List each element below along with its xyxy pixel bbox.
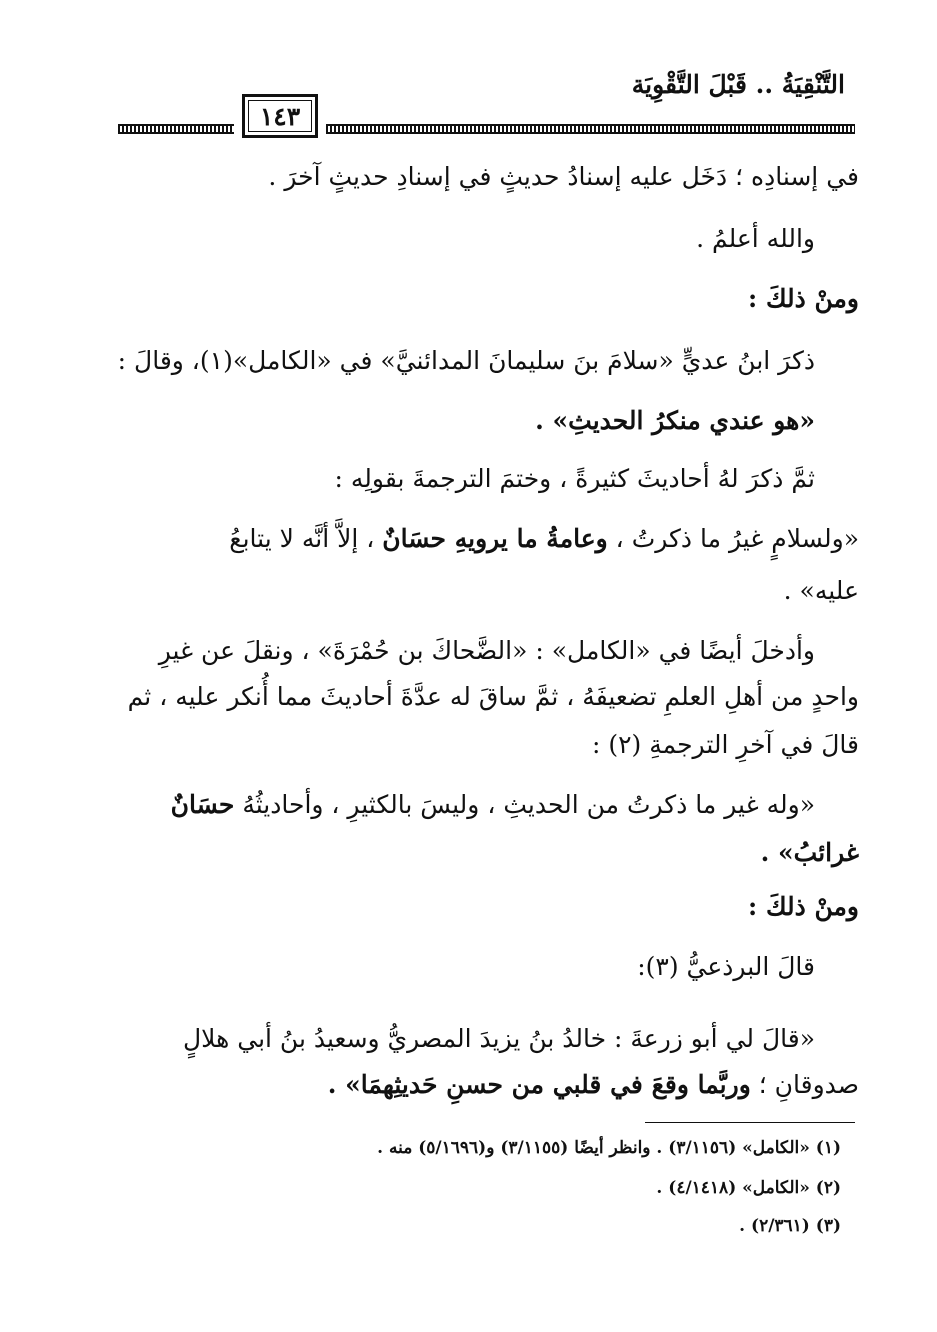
quote-line bbox=[118, 1058, 859, 1112]
text-span: «ولسلامٍ غيرُ ما ذكرتُ ، bbox=[615, 524, 859, 553]
footnote-rule bbox=[645, 1122, 855, 1123]
text-line bbox=[118, 512, 859, 566]
footnote: (٢) «الكامل» (٤/١٤١٨) . bbox=[656, 1178, 841, 1198]
bold-span: وربَّما وقعَ في قلبي من حسنِ حَديثِهمَا» . bbox=[327, 1070, 751, 1099]
bold-span: وعامةُ ما يرويهِ حسَانٌ bbox=[382, 524, 608, 553]
text-line: والله أعلمُ . bbox=[696, 224, 815, 253]
running-title: التَّنْقِيَةُ .. قَبْلَ التَّقْوِيَة bbox=[631, 70, 845, 99]
footnote: (٣) (٢/٣٦١) . bbox=[739, 1216, 841, 1236]
footnote: (١) «الكامل» (٣/١١٥٦) . وانظر أيضًا (٣/١١٥٥) و(٥/١٦٩٦) منه . bbox=[377, 1138, 841, 1158]
bold-span: حسَانٌ bbox=[170, 790, 235, 819]
text-line: ثمَّ ذكرَ لهُ أحاديثَ كثيرةً ، وختمَ الترجمةَ بقولِه : bbox=[334, 464, 815, 493]
quote-line bbox=[118, 778, 815, 832]
header-rule-left bbox=[118, 124, 234, 134]
text-line: عليه» . bbox=[783, 576, 859, 605]
text-line: في إسنادِه ؛ دَخَل عليه إسنادُ حديثٍ في إسنادِ حديثٍ آخرَ . bbox=[268, 162, 859, 191]
text-span: صدوقانِ ؛ bbox=[758, 1070, 859, 1099]
page-number: ١٤٣ bbox=[242, 94, 318, 138]
section-heading: ومنْ ذلكَ : bbox=[748, 892, 859, 921]
text-line: قالَ البرذعيُّ (٣): bbox=[637, 952, 815, 981]
header-rule-right bbox=[326, 124, 855, 134]
section-heading: ومنْ ذلكَ : bbox=[748, 284, 859, 313]
text-line: قالَ في آخرِ الترجمةِ (٢) : bbox=[591, 730, 859, 759]
text-span: ، إلاَّ أنَّه لا يتابعُ bbox=[229, 524, 375, 553]
quote-line: غرائبُ» . bbox=[760, 838, 859, 867]
text-line: واحدٍ من أهلِ العلمِ تضعيفَهُ ، ثمَّ ساقَ له عدَّةَ أحاديثَ مما أُنكر عليه ، ثم bbox=[127, 682, 859, 711]
text-span: «وله غير ما ذكرتُ من الحديثِ ، وليسَ بالكثيرِ ، وأحاديثُهُ bbox=[242, 790, 815, 819]
text-line: ذكرَ ابنُ عديٍّ «سلامَ بنَ سليمانَ المدائنيَّ» في «الكامل»(١)، وقالَ : bbox=[117, 346, 815, 375]
text-line: وأدخلَ أيضًا في «الكامل» : «الضَّحاكَ بن حُمْرَةَ» ، ونقلَ عن غيرِ bbox=[158, 636, 815, 665]
quote-line: «قالَ لي أبو زرعةَ : خالدُ بنُ يزيدَ المصريُّ وسعيدُ بنُ أبي هلالٍ bbox=[183, 1024, 815, 1053]
quote-line: «هو عندي منكرُ الحديثِ» . bbox=[535, 406, 815, 435]
